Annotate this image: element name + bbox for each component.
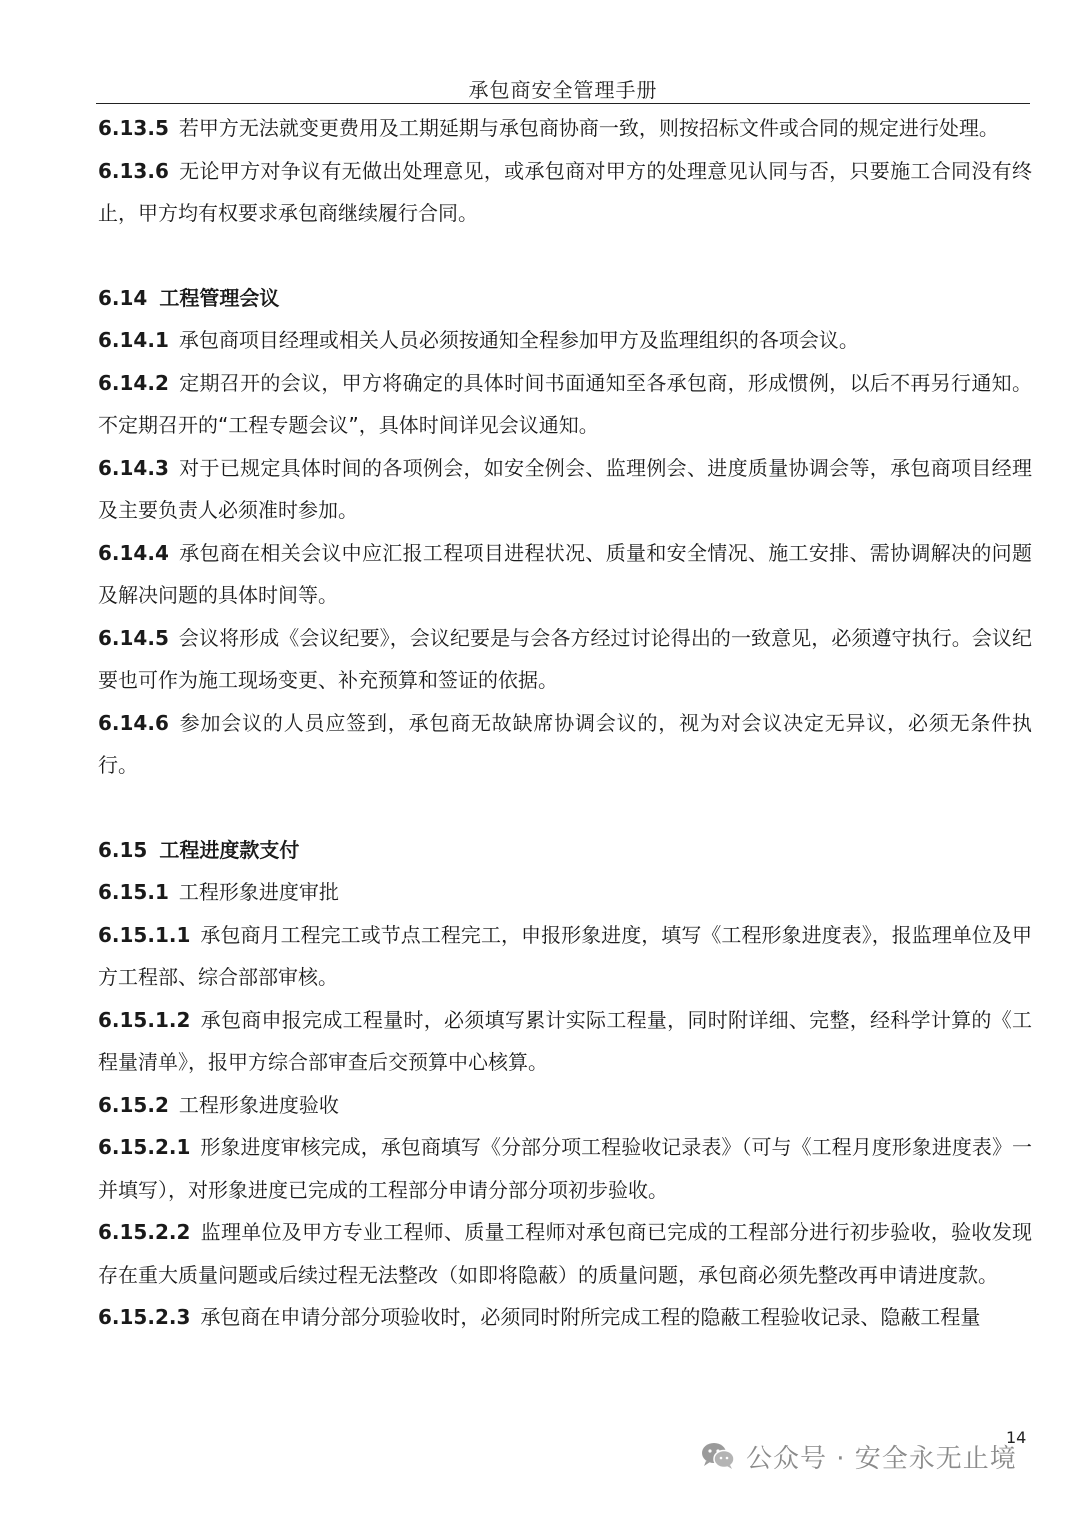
clause-number: 6.15.2.1 — [98, 1135, 191, 1159]
paragraph-6-13-6 — [98, 150, 1032, 235]
clause-text: 承包商在申请分部分项验收时，必须同时附所完成工程的隐蔽工程验收记录、隐蔽工程量 — [200, 1305, 981, 1329]
clause-text: 形象进度审核完成，承包商填写《分部分项工程验收记录表》（可与《工程月度形象进度表》一并填写），对形象进度已完成的工程部分申请分部分项初步验收。 — [98, 1135, 1032, 1202]
clause-text: 对于已规定具体时间的各项例会，如安全例会、监理例会、进度质量协调会等，承包商项目经理及主要负责人必须准时参加。 — [98, 455, 1032, 522]
clause-number: 6.15.1.2 — [98, 1007, 191, 1032]
watermark — [700, 1436, 1017, 1476]
clause-text: 会议将形成《会议纪要》，会议纪要是与会各方经过讨论得出的一致意见，必须遵守执行。会议纪要也可作为施工现场变更、补充预算和签证的依据。 — [98, 625, 1032, 692]
clause-text: 承包商月工程完工或节点工程完工，申报形象进度，填写《工程形象进度表》，报监理单位及甲方工程部、综合部部审核。 — [98, 922, 1032, 989]
section-number: 6.15 — [98, 837, 148, 862]
header-divider — [96, 103, 1030, 104]
clause-number: 6.14.2 — [98, 370, 169, 395]
paragraph-6-13-5 — [98, 107, 1032, 150]
paragraph-6-14-3 — [98, 447, 1032, 532]
clause-number: 6.15.2.2 — [98, 1220, 191, 1244]
section-number: 6.14 — [98, 285, 148, 310]
page-header-title: 承包商安全管理手册 — [468, 78, 658, 102]
paragraph-6-15-2-1 — [98, 1126, 1032, 1211]
clause-number: 6.15.1.1 — [98, 922, 191, 947]
paragraph-6-15-1-2 — [98, 999, 1032, 1084]
clause-text: 监理单位及甲方专业工程师、质量工程师对承包商已完成的工程部分进行初步验收，验收发现存在重大质量问题或后续过程无法整改（如即将隐蔽）的质量问题，承包商必须先整改再申请进度款。 — [98, 1220, 1032, 1287]
clause-text: 承包商在相关会议中应汇报工程项目进程状况、质量和安全情况、施工安排、需协调解决的问题及解决问题的具体时间等。 — [98, 540, 1032, 607]
clause-text: 工程形象进度验收 — [178, 1092, 339, 1117]
paragraph-6-14-4 — [98, 532, 1032, 617]
paragraph-6-15-2-2 — [98, 1211, 1032, 1296]
clause-text: 工程形象进度审批 — [178, 880, 339, 904]
clause-text: 定期召开的会议，甲方将确定的具体时间书面通知至各承包商，形成惯例，以后不再另行通知。不定期召开的“工程专题会议”，具体时间详见会议通知。 — [98, 370, 1032, 437]
clause-number: 6.14.5 — [98, 625, 169, 650]
paragraph-6-14-2 — [98, 362, 1032, 447]
paragraph-6-14-5 — [98, 617, 1032, 702]
clause-number: 6.14.3 — [98, 455, 169, 480]
paragraph-6-14-1 — [98, 319, 1032, 362]
clause-number: 6.14.6 — [98, 710, 169, 735]
clause-number: 6.14.4 — [98, 540, 169, 565]
wechat-icon — [700, 1441, 736, 1471]
section-heading-6-14 — [98, 277, 1032, 320]
paragraph-6-15-2 — [98, 1084, 1032, 1127]
clause-number: 6.13.6 — [98, 158, 169, 183]
section-title: 工程管理会议 — [159, 285, 280, 310]
paragraph-6-15-2-3 — [98, 1296, 1032, 1339]
clause-number: 6.15.1 — [98, 880, 169, 904]
paragraph-6-15-1 — [98, 871, 1032, 914]
watermark-text: 公众号 · 安全永无止境 — [746, 1443, 1017, 1474]
clause-number: 6.15.2 — [98, 1092, 169, 1117]
clause-text: 承包商申报完成工程量时，必须填写累计实际工程量，同时附详细、完整，经科学计算的《工程量清单》，报甲方综合部审查后交预算中心核算。 — [98, 1007, 1032, 1074]
clause-text: 若甲方无法就变更费用及工期延期与承包商协商一致，则按招标文件或合同的规定进行处理。 — [178, 116, 999, 140]
clause-text: 承包商项目经理或相关人员必须按通知全程参加甲方及监理组织的各项会议。 — [178, 328, 859, 352]
paragraph-6-15-1-1 — [98, 914, 1032, 999]
clause-text: 参加会议的人员应签到，承包商无故缺席协调会议的，视为对会议决定无异议，必须无条件执行。 — [98, 710, 1032, 777]
section-title: 工程进度款支付 — [159, 837, 300, 862]
clause-text: 无论甲方对争议有无做出处理意见，或承包商对甲方的处理意见认同与否，只要施工合同没有终止，甲方均有权要求承包商继续履行合同。 — [98, 158, 1032, 225]
clause-number: 6.14.1 — [98, 328, 169, 352]
section-heading-6-15 — [98, 829, 1032, 872]
clause-number: 6.13.5 — [98, 116, 169, 140]
clause-number: 6.15.2.3 — [98, 1305, 191, 1329]
paragraph-6-14-6 — [98, 702, 1032, 787]
document-body — [98, 107, 1032, 1339]
page-number: 14 — [1006, 1428, 1027, 1447]
